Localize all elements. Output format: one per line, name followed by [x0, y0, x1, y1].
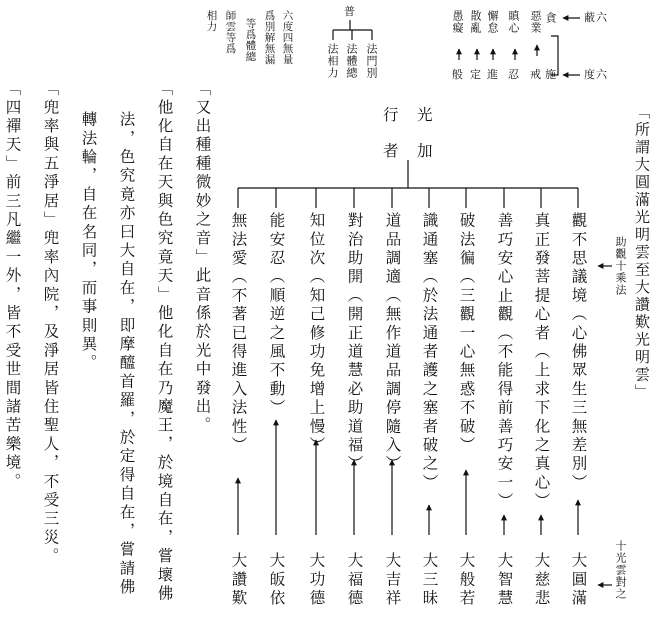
column-text: 知位次（知己修功免增上慢）: [307, 212, 326, 456]
column-result: 大讚歎: [229, 552, 248, 609]
column-text: 真正發菩提心者（上求下化之真心）: [532, 212, 551, 512]
column-text: 破法徧（三觀一心無惑不破）: [457, 212, 476, 456]
column-text: 觀不思議境（心佛眾生三無差別）: [569, 212, 588, 493]
bi-label: 蔽六: [584, 11, 608, 24]
column-result: 大功德: [307, 552, 326, 609]
six-note: 爲別解無漏: [263, 10, 276, 65]
bracket-label-bottom: 十光雲對之: [614, 540, 627, 600]
header-title: 「所謂大圓滿光明雲至大讚歎光明雲」: [633, 104, 651, 402]
six-note: 相力: [205, 10, 218, 32]
du-item: 忍: [508, 68, 520, 81]
column-result: 大皈依: [267, 552, 286, 609]
bi-item: 貪: [544, 12, 557, 24]
passage-line: 「又出種種微妙之音」此音係於光中發出。: [193, 80, 212, 436]
column-result: 大智慧: [495, 552, 514, 609]
column-result: 大圓滿: [569, 552, 588, 609]
bracket-label-top: 助觀十乘法: [614, 236, 627, 296]
column-text: 無法愛（不著已得進入法性）: [229, 212, 248, 456]
heading-jia: 加: [417, 142, 436, 160]
column-text: 道品調適（無作道品調停隨入）: [383, 212, 402, 474]
column-result: 大慈悲: [532, 552, 551, 609]
passage-line: 轉法輪，自在名同，而事則異。: [79, 111, 98, 373]
passage-line: 「四禪天」前三凡繼一外，皆不受世間諸苦樂境。: [3, 80, 22, 492]
column-text: 善巧安心止觀（不能得前善巧安一）: [495, 212, 514, 512]
bi-item: 散亂: [469, 10, 482, 34]
column-result: 大吉祥: [383, 552, 402, 609]
bi-item: 惡業: [529, 10, 542, 34]
du-item: 定: [470, 68, 482, 81]
column-text: 對治助開（開正道慧必助道福）: [345, 212, 364, 474]
passage-line: 法，色究竟亦曰大自在，即摩醯首羅，於定得自在，嘗請佛: [117, 111, 136, 598]
column-text: 能安忍（順逆之風不動）: [267, 212, 286, 418]
six-note: 等爲體總: [244, 18, 257, 62]
column-text: 識通塞（於法通者護之塞者破之）: [420, 212, 439, 493]
pu-item: 法門別: [365, 43, 378, 79]
bi-item: 懈怠: [486, 10, 499, 34]
bi-item: 愚癡: [451, 10, 464, 34]
du-item: 施: [545, 68, 557, 81]
du-item: 般: [452, 68, 464, 81]
pu-label: 普: [344, 5, 356, 18]
column-result: 大般若: [457, 552, 476, 609]
heading-zhe: 者: [383, 142, 402, 160]
passage-line: 「他化自在天與色究竟天」他化自在乃魔王，於境自在，嘗壞佛: [155, 80, 174, 604]
du-item: 戒: [530, 68, 542, 81]
pu-item: 法相力: [326, 43, 339, 79]
bi-item: 瞋心: [507, 10, 520, 34]
du-item: 進: [487, 68, 499, 81]
column-result: 大三昧: [420, 552, 439, 609]
pu-item: 法體總: [345, 43, 358, 79]
heading-xing: 行: [383, 106, 402, 124]
heading-guang: 光: [417, 106, 436, 124]
du-label: 度六: [584, 68, 608, 81]
six-note: 六度四無量: [281, 10, 294, 65]
six-note: 師雲等爲: [224, 10, 237, 54]
column-result: 大福德: [345, 552, 364, 609]
passage-line: 「兜率與五淨居」兜率內院，及淨居皆住聖人，不受三災。: [41, 80, 60, 567]
